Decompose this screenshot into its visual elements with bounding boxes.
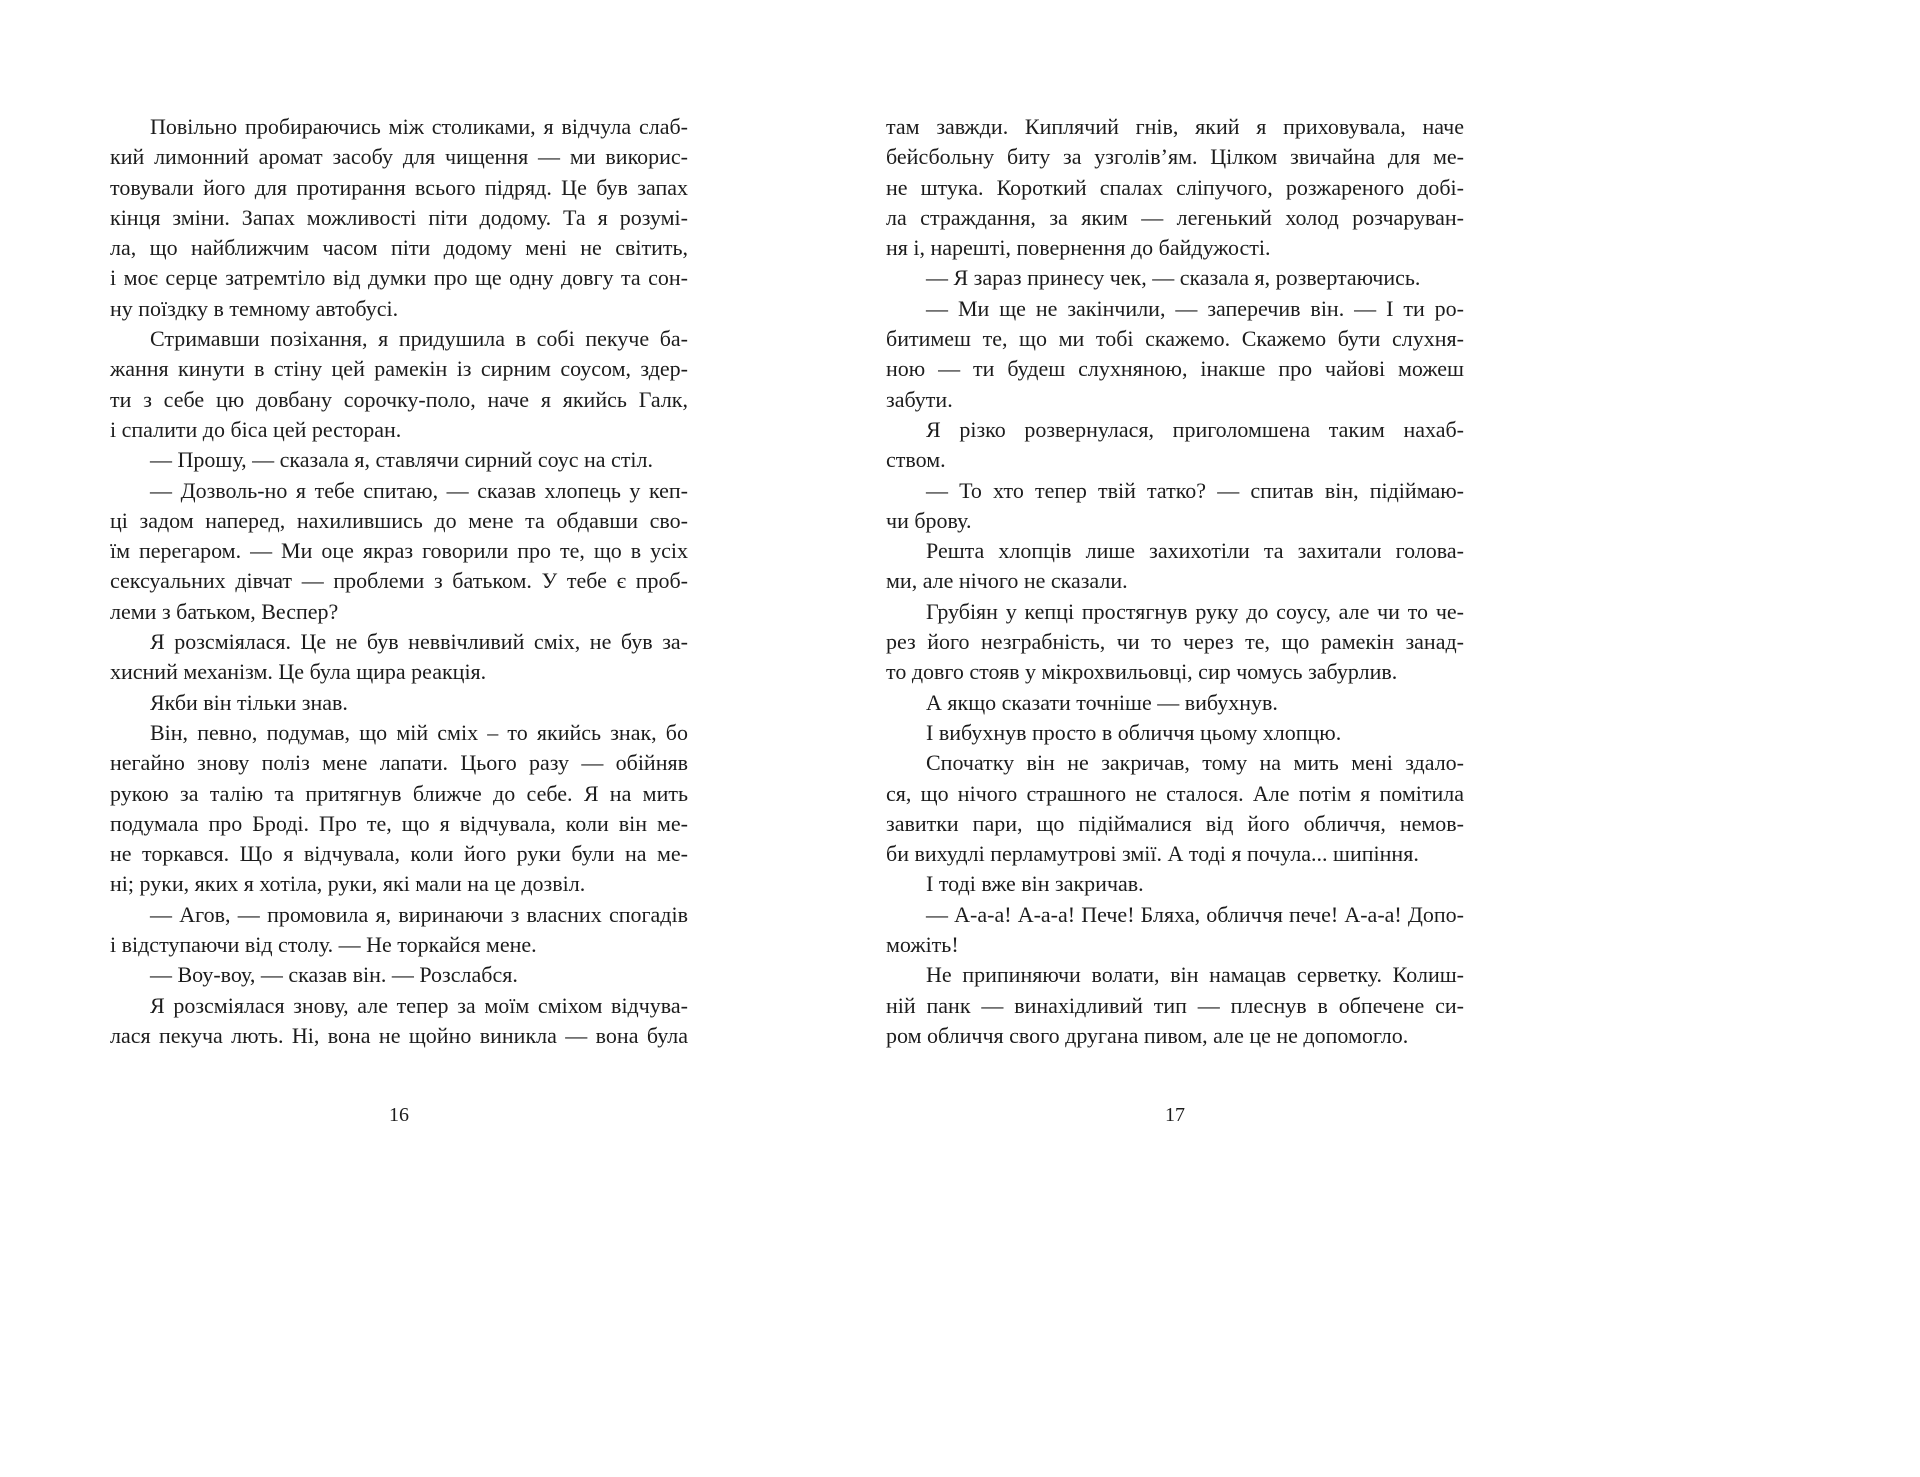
text-line: ною — ти будеш слухняною, інакше про чайові можеш xyxy=(886,356,1464,382)
paragraph xyxy=(886,960,1464,1051)
paragraph xyxy=(886,112,1464,263)
page-right xyxy=(886,112,1464,1172)
text-line: завитки пари, що підіймалися від його обличчя, немов- xyxy=(886,810,1464,836)
text-line: і відступаючи від столу. — Не торкайся мене. xyxy=(110,932,537,958)
paragraph xyxy=(886,597,1464,688)
paragraph xyxy=(886,869,1464,899)
text-line: кий лимонний аромат засобу для чищення — ми викорис- xyxy=(110,144,688,170)
text-line: Стримавши позіхання, я придушила в собі пекуче ба- xyxy=(150,326,688,352)
text-line: ні; руки, яких я хотіла, руки, які мали на це дозвіл. xyxy=(110,871,586,897)
paragraph xyxy=(110,960,688,990)
text-line: ти з себе цю довбану сорочку-поло, наче я якийсь Галк, xyxy=(110,386,688,412)
text-line: ством. xyxy=(886,447,946,473)
text-line: Спочатку він не закричав, тому на мить мені здало- xyxy=(926,750,1464,776)
text-line: А якщо сказати точніше — вибухнув. xyxy=(926,689,1278,715)
text-line: Я розсміялася. Це не був неввічливий сміх, не був за- xyxy=(150,629,688,655)
paragraph xyxy=(886,718,1464,748)
text-line: чи брову. xyxy=(886,507,972,533)
paragraph xyxy=(110,445,688,475)
text-line: Грубіян у кепці простягнув руку до соусу, але чи то че- xyxy=(926,598,1464,624)
paragraph xyxy=(886,294,1464,415)
paragraph xyxy=(886,536,1464,597)
text-line: кінця зміни. Запах можливості піти додому. Та я розумі- xyxy=(110,204,688,230)
paragraph xyxy=(110,112,688,324)
text-line: ла страждання, за яким — легенький холод розчаруван- xyxy=(886,204,1464,230)
text-line: і спалити до біса цей ресторан. xyxy=(110,416,402,442)
text-line: ці задом наперед, нахилившись до мене та обдавши сво- xyxy=(110,507,688,533)
text-line: ла, що найближчим часом піти додому мені не світить, xyxy=(110,235,688,261)
paragraph xyxy=(886,748,1464,869)
text-line: — Дозволь-но я тебе спитаю, — сказав хлопець у кеп- xyxy=(150,477,688,503)
text-line: сексуальних дівчат — проблеми з батьком. У тебе є проб- xyxy=(110,568,688,594)
text-line: забути. xyxy=(886,386,953,412)
text-line: лася пекуча лють. Ні, вона не щойно виникла — вона була xyxy=(110,1022,688,1048)
text-line: ній панк — винахідливий тип — плеснув в обпечене си- xyxy=(886,992,1464,1018)
text-line: і моє серце затремтіло від думки про ще одну довгу та сон- xyxy=(110,265,688,291)
page-left-text xyxy=(110,112,688,1051)
text-line: Решта хлопців лише захихотіли та захитали голова- xyxy=(926,538,1464,564)
text-line: Він, певно, подумав, що мій сміх – то якийсь знак, бо xyxy=(150,719,688,745)
text-line: Повільно пробираючись між столиками, я відчула слаб- xyxy=(150,114,688,139)
text-line: ся, що нічого страшного не сталося. Але потім я помітила xyxy=(886,780,1464,806)
text-line: битимеш те, що ми тобі скажемо. Скажемо бути слухня- xyxy=(886,326,1464,352)
paragraph xyxy=(886,688,1464,718)
text-line: Я розсміялася знову, але тепер за моїм сміхом відчува- xyxy=(150,992,688,1018)
page-right-number: 17 xyxy=(1165,1104,1185,1126)
text-line: І тоді вже він закричав. xyxy=(926,871,1144,897)
text-line: хисний механізм. Це була щира реакція. xyxy=(110,659,487,685)
page-right-text xyxy=(886,112,1464,1051)
text-line: леми з батьком, Веспер? xyxy=(110,598,339,624)
paragraph xyxy=(886,900,1464,961)
text-line: — Агов, — промовила я, виринаючи з власних спогадів xyxy=(150,901,688,927)
paragraph xyxy=(886,263,1464,293)
paragraph xyxy=(886,415,1464,476)
text-line: товували його для протирання всього підряд. Це був запах xyxy=(110,174,688,200)
page-left xyxy=(110,112,688,1172)
text-line: І вибухнув просто в обличчя цьому хлопцю. xyxy=(926,719,1342,745)
text-line: не штука. Короткий спалах сліпучого, розжареного добі- xyxy=(886,174,1464,200)
text-line: то довго стояв у мікрохвильовці, сир чомусь забурлив. xyxy=(886,659,1398,685)
text-line: ну поїздку в темному автобусі. xyxy=(110,295,399,321)
text-line: Не припиняючи волати, він намацав серветку. Колиш- xyxy=(926,962,1464,988)
text-line: ня і, нарешті, повернення до байдужості. xyxy=(886,235,1271,261)
text-line: ром обличчя свого другана пивом, але це не допомогло. xyxy=(886,1022,1409,1048)
text-line: — Ми ще не закінчили, — заперечив він. — І ти ро- xyxy=(926,295,1464,321)
text-line: — А-а-а! А-а-а! Пече! Бляха, обличчя пече! А-а-а! Допо- xyxy=(926,901,1464,927)
text-line: Якби він тільки знав. xyxy=(150,689,348,715)
text-line: би вихудлі перламутрові змії. А тоді я почула... шипіння. xyxy=(886,841,1419,867)
text-line: там завжди. Киплячий гнів, який я приховувала, наче xyxy=(886,114,1464,139)
text-line: бейсбольну биту за узголів’ям. Цілком звичайна для ме- xyxy=(886,144,1464,170)
paragraph xyxy=(886,476,1464,537)
paragraph xyxy=(110,324,688,445)
text-line: не торкався. Що я відчувала, коли його руки були на ме- xyxy=(110,841,688,867)
paragraph xyxy=(110,900,688,961)
text-line: — Воу-воу, — сказав він. — Розслабся. xyxy=(150,962,518,988)
text-line: подумала про Броді. Про те, що я відчувала, коли він ме- xyxy=(110,810,688,836)
paragraph xyxy=(110,718,688,900)
text-line: їм перегаром. — Ми оце якраз говорили про те, що в усіх xyxy=(110,538,688,564)
text-line: жання кинути в стіну цей рамекін із сирним соусом, здер- xyxy=(110,356,688,382)
text-line: можіть! xyxy=(886,932,959,958)
text-line: — Я зараз принесу чек, — сказала я, розвертаючись. xyxy=(926,265,1421,291)
text-line: — То хто тепер твій татко? — спитав він, підіймаю- xyxy=(926,477,1464,503)
text-line: Я різко розвернулася, приголомшена таким нахаб- xyxy=(926,416,1464,442)
text-line: — Прошу, — сказала я, ставлячи сирний соус на стіл. xyxy=(150,447,654,473)
text-line: рез його незграбність, чи то через те, що рамекін занад- xyxy=(886,629,1464,655)
page-left-number: 16 xyxy=(389,1104,409,1126)
paragraph xyxy=(110,688,688,718)
text-line: ми, але нічого не сказали. xyxy=(886,568,1128,594)
paragraph xyxy=(110,991,688,1052)
text-line: рукою за талію та притягнув ближче до себе. Я на мить xyxy=(110,780,688,806)
paragraph xyxy=(110,476,688,627)
paragraph xyxy=(110,627,688,688)
text-line: негайно знову поліз мене лапати. Цього разу — обійняв xyxy=(110,750,688,776)
